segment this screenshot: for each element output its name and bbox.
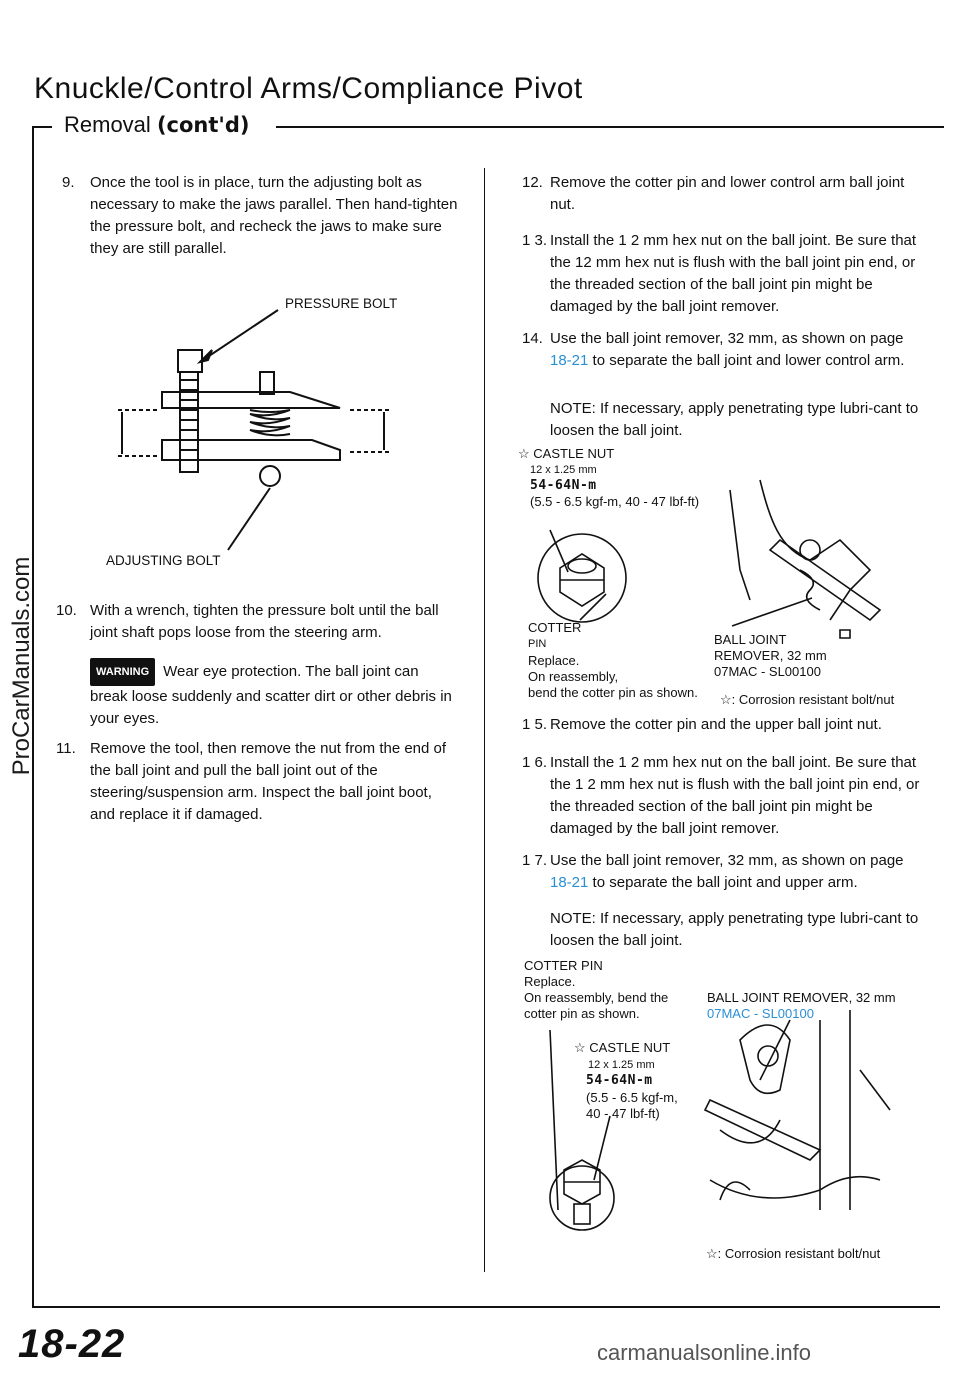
fig3-remover-2: 07MAC - SL00100 (707, 1006, 814, 1021)
step-9 (62, 172, 460, 260)
step-text: Install the 1 2 mm hex nut on the ball joint. Be sure that the 1 2 mm hex nut is flush with the ball joint pin end, or the threaded section of the ball joint pin might be damaged by the ball joint remover. (550, 754, 920, 837)
step-16 (522, 752, 924, 840)
label-pressure-bolt: PRESSURE BOLT (285, 296, 398, 311)
step-15 (522, 714, 924, 736)
subtitle-text: Removal (64, 112, 151, 137)
pressure-bolt-leader (200, 310, 278, 362)
fig2-castle-nut: ☆ CASTLE NUT (518, 446, 615, 461)
fig2-cotter-4: On reassembly, (528, 669, 619, 684)
step-14-text-post: to separate the ball joint and lower control arm. (592, 352, 905, 369)
fig3-torque-alt-2: 40 - 47 lbf-ft) (586, 1106, 660, 1121)
step-text: Install the 1 2 mm hex nut on the ball joint. Be sure that the 12 mm hex nut is flush with the ball joint pin end, or the threaded section of the ball joint pin might be damaged by the ball joint remover. (550, 232, 917, 315)
fig3-cotter-3: On reassembly, bend the (524, 990, 669, 1005)
page-link-18-21[interactable]: 18-21 (550, 352, 589, 369)
step-17 (522, 850, 924, 894)
header-rule-right (276, 126, 944, 128)
step-14-text-pre: Use the ball joint remover, 32 mm, as shown on page (550, 330, 904, 347)
footnote-text: Corrosion resistant bolt/nut (724, 1246, 881, 1261)
fig3-castle-nut: ☆ CASTLE NUT (574, 1040, 671, 1055)
castle-nut-label: CASTLE NUT (589, 1040, 671, 1055)
step-number: 11. (56, 740, 76, 757)
warning-badge: WARNING (90, 658, 155, 686)
fig2-footnote: ☆: Corrosion resistant bolt/nut (720, 692, 895, 707)
page-title: Knuckle/Control Arms/Compliance Pivot (34, 72, 583, 105)
fig3-remover-1: BALL JOINT REMOVER, 32 mm (707, 990, 896, 1005)
fig2-torque-alt: (5.5 - 6.5 kgf-m, 40 - 47 lbf-ft) (530, 494, 700, 509)
fig3-thread: 12 x 1.25 mm (588, 1059, 655, 1071)
fig3-footnote: ☆: Corrosion resistant bolt/nut (706, 1246, 881, 1261)
step-text (550, 850, 924, 894)
fig2-remover-2: REMOVER, 32 mm (714, 648, 827, 663)
step-text: With a wrench, tighten the pressure bolt until the ball joint shaft pops loose from the steering arm. (90, 602, 439, 641)
subtitle-bold: (cont'd) (156, 113, 250, 137)
step-14 (522, 328, 924, 372)
step-11 (56, 738, 460, 826)
step-number: 12. (522, 174, 543, 191)
step-number: 10. (56, 602, 77, 619)
adjusting-bolt-leader (228, 488, 270, 550)
step-text: Remove the tool, then remove the nut from the end of the ball joint and pull the ball joint out of the steering/suspension arm. Inspect the ball joint boot, and replace it if damaged. (90, 740, 447, 823)
page-link-18-21[interactable]: 18-21 (550, 874, 589, 891)
castle-nut-label: CASTLE NUT (533, 446, 615, 461)
step-17-text-pre: Use the ball joint remover, 32 mm, as shown on page (550, 852, 904, 869)
footer-site: carmanualsonline.info (597, 1340, 812, 1365)
header-rule-left (34, 126, 52, 128)
page-frame-bottom (32, 1306, 940, 1308)
fig2-thread: 12 x 1.25 mm (530, 464, 597, 476)
section-subtitle (64, 112, 249, 138)
warning-box (90, 658, 458, 730)
fig2-cotter-1: COTTER (528, 620, 582, 635)
step-number: 1 3. (522, 232, 548, 249)
step-number: 1 5. (522, 716, 548, 733)
fig2-cotter-3: Replace. (528, 653, 580, 668)
note-1: NOTE: If necessary, apply penetrating type lubri-cant to loosen the ball joint. (550, 400, 919, 439)
step-text: Remove the cotter pin and the upper ball joint nut. (550, 716, 882, 733)
footnote-text: Corrosion resistant bolt/nut (738, 692, 895, 707)
fig3-cotter-2: Replace. (524, 974, 576, 989)
label-adjusting-bolt: ADJUSTING BOLT (106, 553, 221, 568)
step-17-text-post: to separate the ball joint and upper arm. (592, 874, 858, 891)
step-13 (522, 230, 924, 318)
fig3-torque-alt-1: (5.5 - 6.5 kgf-m, (586, 1090, 678, 1105)
page-number: 18-22 (18, 1322, 126, 1366)
step-number: 1 6. (522, 754, 548, 771)
step-number: 14. (522, 330, 543, 347)
warning-text: Wear eye protection. The ball joint can break loose suddenly and scatter dirt or other debris in your eyes. (90, 663, 452, 727)
step-text: Remove the cotter pin and lower control arm ball joint nut. (550, 174, 905, 213)
step-12 (522, 172, 924, 216)
column-divider (484, 168, 485, 1272)
upper-ball-joint-diagram (520, 1010, 920, 1250)
step-10 (56, 600, 460, 644)
fig2-remover-1: BALL JOINT (714, 632, 787, 647)
pressure-tool-diagram (100, 300, 410, 560)
note-2: NOTE: If necessary, apply penetrating type lubri-cant to loosen the ball joint. (550, 910, 919, 949)
fig2-torque: 54-64N-m (530, 478, 597, 493)
fig3-torque: 54-64N-m (586, 1073, 653, 1088)
watermark: ProCarManuals.com (8, 556, 35, 776)
fig3-cotter-4: cotter pin as shown. (524, 1006, 640, 1021)
step-text: Once the tool is in place, turn the adjusting bolt as necessary to make the jaws parallel. Then hand-tighten the pressure bolt, and recheck the jaws to make sure they are still parallel. (90, 174, 458, 257)
fig2-cotter-2: PIN (528, 638, 547, 650)
fig2-cotter-5: bend the cotter pin as shown. (528, 685, 698, 700)
step-number: 1 7. (522, 852, 548, 869)
fig2-remover-3: 07MAC - SL00100 (714, 664, 821, 679)
step-text (550, 328, 924, 372)
step-number: 9. (62, 174, 75, 191)
fig3-cotter-1: COTTER PIN (524, 958, 603, 973)
